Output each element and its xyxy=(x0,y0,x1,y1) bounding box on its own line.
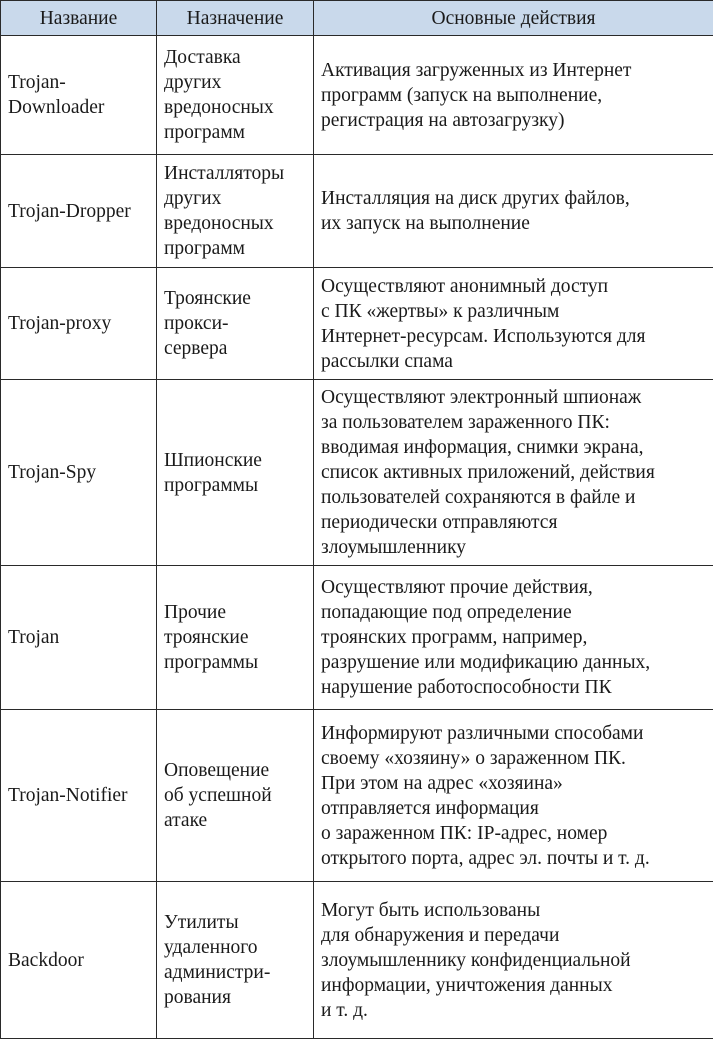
cell-line: Trojan-proxy xyxy=(8,311,150,336)
cell-line: о зараженном ПК: IP-адрес, номер xyxy=(321,821,707,846)
cell-actions xyxy=(314,155,713,268)
cell-line: злоумышленнику конфиденциальной xyxy=(321,948,707,973)
cell-line: попадающие под определение xyxy=(321,600,707,625)
cell-name xyxy=(1,710,157,882)
cell-line: Прочие xyxy=(164,600,307,625)
cell-line: информации, уничтожения данных xyxy=(321,973,707,998)
cell-line: пользователей сохраняются в файле и xyxy=(321,485,707,510)
cell-line: своему «хозяину» о зараженном ПК. xyxy=(321,746,707,771)
cell-line: открытого порта, адрес эл. почты и т. д. xyxy=(321,846,707,871)
cell-line: рассылки спама xyxy=(321,349,707,374)
cell-line: Инсталляция на диск других файлов, xyxy=(321,186,707,211)
cell-line: программ xyxy=(164,236,307,261)
table-row xyxy=(1,882,713,1039)
cell-line: рования xyxy=(164,985,307,1010)
cell-line: Могут быть использованы xyxy=(321,898,707,923)
cell-line: программы xyxy=(164,473,307,498)
cell-purpose xyxy=(157,268,314,380)
cell-line: Downloader xyxy=(8,95,150,120)
table-row xyxy=(1,36,713,155)
cell-line: и т. д. xyxy=(321,998,707,1023)
cell-purpose xyxy=(157,710,314,882)
cell-line: Trojan-Notifier xyxy=(8,783,150,808)
cell-name xyxy=(1,268,157,380)
cell-line: других xyxy=(164,186,307,211)
table-body xyxy=(1,36,713,1039)
table-row xyxy=(1,268,713,380)
cell-line: разрушение или модификацию данных, xyxy=(321,650,707,675)
cell-purpose xyxy=(157,882,314,1039)
cell-line: периодически отправляются xyxy=(321,510,707,535)
cell-line: троянские xyxy=(164,625,307,650)
cell-line: Trojan xyxy=(8,625,150,650)
cell-line: прокси- xyxy=(164,311,307,336)
cell-line: троянских программ, например, xyxy=(321,625,707,650)
cell-actions xyxy=(314,36,713,155)
cell-line: Троянские xyxy=(164,286,307,311)
cell-line: Backdoor xyxy=(8,948,150,973)
cell-line: вводимая информация, снимки экрана, xyxy=(321,435,707,460)
cell-actions xyxy=(314,882,713,1039)
cell-line: за пользователем зараженного ПК: xyxy=(321,410,707,435)
cell-line: вредоносных xyxy=(164,95,307,120)
cell-name xyxy=(1,36,157,155)
cell-line: список активных приложений, действия xyxy=(321,460,707,485)
cell-line: Активация загруженных из Интернет xyxy=(321,58,707,83)
cell-purpose xyxy=(157,155,314,268)
cell-line: Оповещение xyxy=(164,758,307,783)
table-row xyxy=(1,380,713,566)
cell-line: программ xyxy=(164,120,307,145)
table-row xyxy=(1,155,713,268)
cell-line: других xyxy=(164,70,307,95)
cell-line: атаке xyxy=(164,808,307,833)
cell-actions xyxy=(314,268,713,380)
cell-line: программы xyxy=(164,650,307,675)
cell-actions xyxy=(314,380,713,566)
cell-line: их запуск на выполнение xyxy=(321,211,707,236)
cell-line: При этом на адрес «хозяина» xyxy=(321,771,707,796)
cell-line: сервера xyxy=(164,336,307,361)
cell-line: Утилиты xyxy=(164,910,307,935)
cell-actions xyxy=(314,710,713,882)
cell-purpose xyxy=(157,380,314,566)
cell-line: удаленного xyxy=(164,935,307,960)
cell-line: с ПК «жертвы» к различным xyxy=(321,299,707,324)
cell-line: Инсталляторы xyxy=(164,161,307,186)
cell-name xyxy=(1,380,157,566)
table-header-row xyxy=(1,1,713,36)
cell-line: нарушение работоспособности ПК xyxy=(321,675,707,700)
header-actions: Основные действия xyxy=(314,1,713,36)
cell-line: об успешной xyxy=(164,783,307,808)
table-row xyxy=(1,710,713,882)
header-name: Название xyxy=(1,1,157,36)
cell-actions xyxy=(314,566,713,710)
cell-name xyxy=(1,882,157,1039)
cell-line: Trojan- xyxy=(8,70,150,95)
cell-name xyxy=(1,566,157,710)
table-row xyxy=(1,566,713,710)
cell-line: Доставка xyxy=(164,45,307,70)
cell-purpose xyxy=(157,566,314,710)
cell-line: Осуществляют прочие действия, xyxy=(321,575,707,600)
cell-line: Trojan-Spy xyxy=(8,460,150,485)
cell-line: программ (запуск на выполнение, xyxy=(321,83,707,108)
header-purpose: Назначение xyxy=(157,1,314,36)
cell-line: для обнаружения и передачи xyxy=(321,923,707,948)
cell-line: злоумышленнику xyxy=(321,535,707,560)
cell-line: отправляется информация xyxy=(321,796,707,821)
cell-line: Шпионские xyxy=(164,448,307,473)
cell-line: Информируют различными способами xyxy=(321,721,707,746)
cell-line: Осуществляют электронный шпионаж xyxy=(321,385,707,410)
cell-line: Trojan-Dropper xyxy=(8,199,150,224)
cell-line: Интернет-ресурсам. Используются для xyxy=(321,324,707,349)
cell-line: регистрация на автозагрузку) xyxy=(321,108,707,133)
cell-line: Осуществляют анонимный доступ xyxy=(321,274,707,299)
cell-name xyxy=(1,155,157,268)
cell-purpose xyxy=(157,36,314,155)
cell-line: администри- xyxy=(164,960,307,985)
cell-line: вредоносных xyxy=(164,211,307,236)
